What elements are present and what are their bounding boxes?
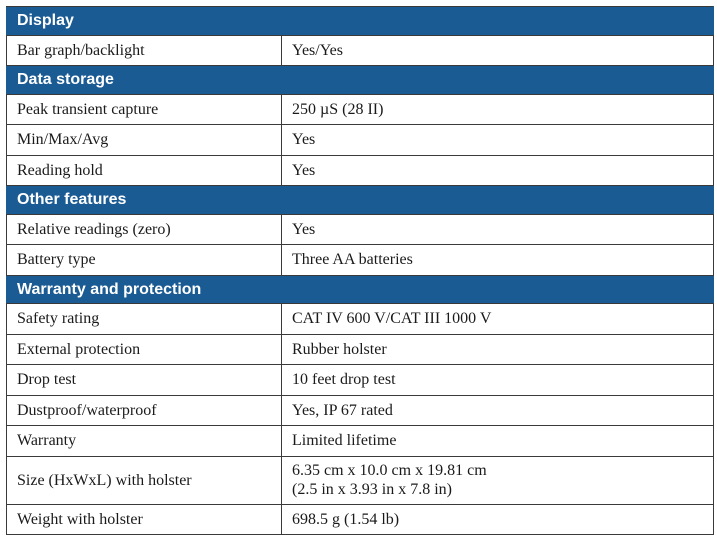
spec-value-line: (2.5 in x 3.93 in x 7.8 in) xyxy=(292,481,452,498)
table-row xyxy=(7,304,714,335)
section-header: Other features xyxy=(7,186,714,215)
spec-value-line: 10 feet drop test xyxy=(292,371,396,389)
spec-label: Weight with holster xyxy=(7,504,282,535)
spec-value xyxy=(282,456,714,504)
table-row xyxy=(7,125,714,156)
spec-value-line: Yes xyxy=(292,131,316,149)
table-row xyxy=(7,94,714,125)
table-row xyxy=(7,35,714,66)
spec-value-line: 6.35 cm x 10.0 cm x 19.81 cm xyxy=(292,462,487,479)
spec-value xyxy=(282,125,714,156)
spec-table-body xyxy=(7,7,714,535)
spec-value xyxy=(282,155,714,186)
section-header: Data storage xyxy=(7,66,714,95)
spec-value-line: 698.5 g (1.54 lb) xyxy=(292,510,400,528)
spec-value-line: Yes, IP 67 rated xyxy=(292,401,393,419)
spec-table xyxy=(6,6,714,535)
spec-label: Drop test xyxy=(7,365,282,396)
section-header-row xyxy=(7,186,714,215)
spec-label: Safety rating xyxy=(7,304,282,335)
spec-value xyxy=(282,365,714,396)
spec-label: Min/Max/Avg xyxy=(7,125,282,156)
spec-value xyxy=(282,304,714,335)
spec-value xyxy=(282,94,714,125)
spec-label: Battery type xyxy=(7,245,282,276)
spec-value-line: Limited lifetime xyxy=(292,432,397,450)
spec-value-line: CAT IV 600 V/CAT III 1000 V xyxy=(292,310,492,328)
spec-label: Dustproof/waterproof xyxy=(7,395,282,426)
spec-label: Reading hold xyxy=(7,155,282,186)
spec-label: Size (HxWxL) with holster xyxy=(7,456,282,504)
table-row xyxy=(7,395,714,426)
spec-value-line: Rubber holster xyxy=(292,340,387,358)
table-row xyxy=(7,365,714,396)
spec-value-line: Yes/Yes xyxy=(292,41,344,59)
section-header-row xyxy=(7,66,714,95)
spec-value xyxy=(282,245,714,276)
spec-value xyxy=(282,334,714,365)
table-row xyxy=(7,245,714,276)
table-row xyxy=(7,155,714,186)
spec-value xyxy=(282,426,714,457)
table-row xyxy=(7,214,714,245)
section-header: Display xyxy=(7,7,714,36)
table-row xyxy=(7,426,714,457)
spec-value-line: Yes xyxy=(292,161,316,179)
table-row xyxy=(7,334,714,365)
spec-label: Warranty xyxy=(7,426,282,457)
spec-value-line: 250 µS (28 II) xyxy=(292,100,384,118)
spec-label: Peak transient capture xyxy=(7,94,282,125)
spec-value-line: Three AA batteries xyxy=(292,251,413,269)
spec-label: External protection xyxy=(7,334,282,365)
spec-value xyxy=(282,395,714,426)
spec-label: Bar graph/backlight xyxy=(7,35,282,66)
spec-label: Relative readings (zero) xyxy=(7,214,282,245)
section-header-row xyxy=(7,7,714,36)
spec-value xyxy=(282,214,714,245)
section-header-row xyxy=(7,275,714,304)
spec-value xyxy=(282,35,714,66)
section-header: Warranty and protection xyxy=(7,275,714,304)
spec-value-line: Yes xyxy=(292,220,316,238)
table-row xyxy=(7,456,714,504)
